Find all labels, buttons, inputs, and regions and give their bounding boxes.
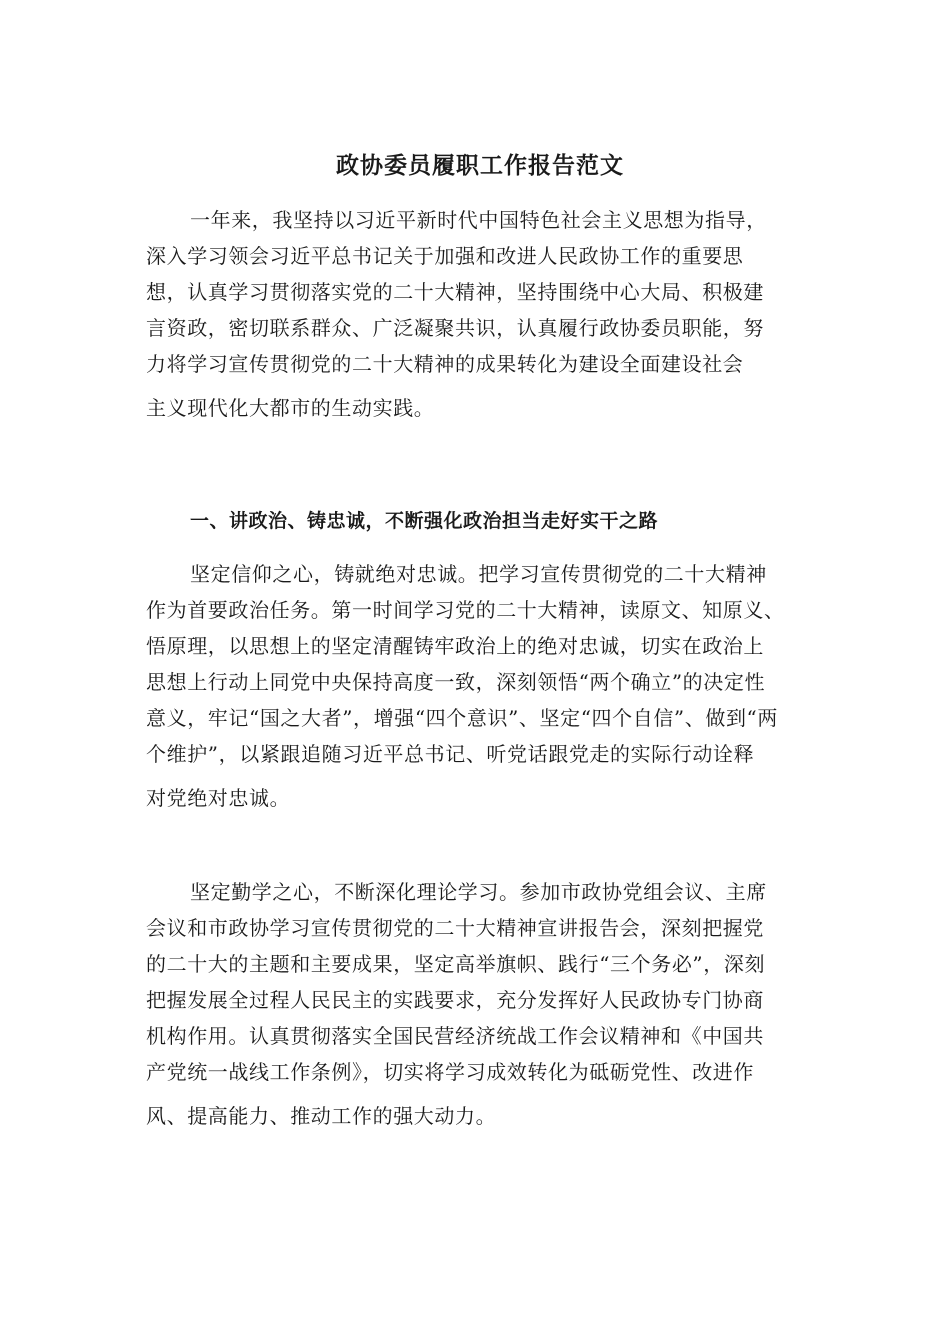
body-paragraph xyxy=(146,556,814,816)
paragraph-line: 想，认真学习贯彻落实党的二十大精神，坚持围绕中心大局、积极建 xyxy=(146,280,764,304)
paragraph-line: 意义，牢记“国之大者”，增强“四个意识”、坚定“四个自信”、做到“两 xyxy=(146,706,778,730)
paragraph-line: 主义现代化大都市的生动实践。 xyxy=(146,396,435,420)
paragraph-line: 的二十大的主题和主要成果，坚定高举旗帜、践行“三个务必”，深刻 xyxy=(146,952,766,976)
paragraph-line: 风、提高能力、推动工作的强大动力。 xyxy=(146,1104,497,1128)
paragraph-line: 机构作用。认真贯彻落实全国民营经济统战工作会议精神和《中国共 xyxy=(146,1024,764,1048)
paragraph-line: 深入学习领会习近平总书记关于加强和改进人民政协工作的重要思 xyxy=(146,244,744,268)
section-heading: 一、讲政治、铸忠诚，不断强化政治担当走好实干之路 xyxy=(190,510,659,532)
paragraph-line: 把握发展全过程人民民主的实践要求，充分发挥好人民政协专门协商 xyxy=(146,988,764,1012)
paragraph-line: 产党统一战线工作条例》，切实将学习成效转化为砥砺党性、改进作 xyxy=(146,1060,754,1084)
paragraph-line: 坚定信仰之心，铸就绝对忠诚。把学习宣传贯彻党的二十大精神 xyxy=(190,562,767,586)
paragraph-line: 一年来，我坚持以习近平新时代中国特色社会主义思想为指导， xyxy=(190,208,767,232)
body-paragraph xyxy=(146,874,814,1134)
document-title: 政协委员履职工作报告范文 xyxy=(336,153,624,179)
paragraph-line: 坚定勤学之心，不断深化理论学习。参加市政协党组会议、主席 xyxy=(190,880,767,904)
intro-paragraph xyxy=(146,202,814,426)
paragraph-line: 作为首要政治任务。第一时间学习党的二十大精神，读原文、知原义、 xyxy=(146,598,785,622)
paragraph-line: 对党绝对忠诚。 xyxy=(146,786,291,810)
paragraph-line: 思想上行动上同党中央保持高度一致，深刻领悟“两个确立”的决定性 xyxy=(146,670,766,694)
paragraph-line: 言资政，密切联系群众、广泛凝聚共识，认真履行政协委员职能，努 xyxy=(146,316,764,340)
paragraph-line: 力将学习宣传贯彻党的二十大精神的成果转化为建设全面建设社会 xyxy=(146,352,744,376)
paragraph-line: 悟原理，以思想上的坚定清醒铸牢政治上的绝对忠诚，切实在政治上 xyxy=(146,634,764,658)
paragraph-line: 会议和市政协学习宣传贯彻党的二十大精神宣讲报告会，深刻把握党 xyxy=(146,916,764,940)
paragraph-line: 个维护”，以紧跟追随习近平总书记、听党话跟党走的实际行动诠释 xyxy=(146,742,755,766)
